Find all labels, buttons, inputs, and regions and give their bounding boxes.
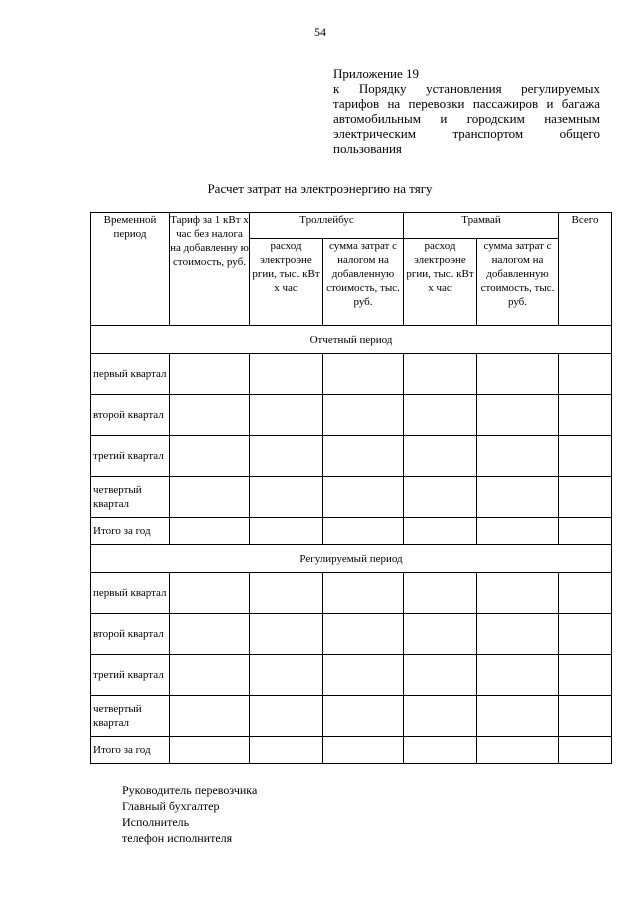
row-label: третий квартал bbox=[91, 436, 170, 477]
table-cell[interactable] bbox=[250, 696, 323, 737]
table-cell[interactable] bbox=[404, 737, 477, 764]
table-cell[interactable] bbox=[559, 354, 612, 395]
table-cell[interactable] bbox=[323, 436, 404, 477]
row-label: первый квартал bbox=[91, 573, 170, 614]
row-label: четвертый квартал bbox=[91, 477, 170, 518]
table-cell[interactable] bbox=[170, 696, 250, 737]
table-row bbox=[91, 436, 612, 477]
table-cell[interactable] bbox=[559, 436, 612, 477]
section-title: Отчетный период bbox=[91, 326, 612, 354]
total-label: Итого за год bbox=[91, 737, 170, 764]
table-body bbox=[91, 326, 612, 764]
table-cell[interactable] bbox=[250, 354, 323, 395]
table-cell[interactable] bbox=[559, 477, 612, 518]
table-cell[interactable] bbox=[477, 696, 559, 737]
row-label: первый квартал bbox=[91, 354, 170, 395]
table-cell[interactable] bbox=[250, 436, 323, 477]
table-cell[interactable] bbox=[170, 614, 250, 655]
table-cell[interactable] bbox=[404, 573, 477, 614]
section-row bbox=[91, 326, 612, 354]
table-cell[interactable] bbox=[559, 696, 612, 737]
table-cell[interactable] bbox=[477, 395, 559, 436]
table-cell[interactable] bbox=[404, 477, 477, 518]
header-tram-consumption: расход электроэне ргии, тыс. кВт х час bbox=[404, 239, 477, 326]
table-cell[interactable] bbox=[323, 518, 404, 545]
table-row bbox=[91, 655, 612, 696]
table-cell[interactable] bbox=[404, 518, 477, 545]
table-cell[interactable] bbox=[323, 737, 404, 764]
table-cell[interactable] bbox=[250, 518, 323, 545]
table-cell[interactable] bbox=[559, 518, 612, 545]
appendix-text: к Порядку установления регулируемых тарифов на перевозки пассажиров и багажа автомобильным и городским наземным электрическим транспортом общего пользования bbox=[333, 81, 600, 156]
table-cell[interactable] bbox=[170, 518, 250, 545]
table-cell[interactable] bbox=[323, 573, 404, 614]
table-cell[interactable] bbox=[404, 395, 477, 436]
signoff-phone: телефон исполнителя bbox=[122, 831, 233, 845]
table-cell[interactable] bbox=[323, 696, 404, 737]
table-cell[interactable] bbox=[404, 655, 477, 696]
table-cell[interactable] bbox=[170, 477, 250, 518]
table-cell[interactable] bbox=[170, 655, 250, 696]
row-label: четвертый квартал bbox=[91, 696, 170, 737]
signoff-accountant: Главный бухгалтер bbox=[122, 799, 220, 813]
table-row bbox=[91, 696, 612, 737]
table-cell[interactable] bbox=[323, 614, 404, 655]
table-cell[interactable] bbox=[559, 614, 612, 655]
table-row bbox=[91, 614, 612, 655]
table-cell[interactable] bbox=[323, 354, 404, 395]
table-cell[interactable] bbox=[250, 395, 323, 436]
table-cell[interactable] bbox=[250, 737, 323, 764]
table-cell[interactable] bbox=[477, 477, 559, 518]
total-row bbox=[91, 737, 612, 764]
table-cell[interactable] bbox=[477, 614, 559, 655]
table-cell[interactable] bbox=[170, 395, 250, 436]
signoff-head: Руководитель перевозчика bbox=[122, 783, 258, 797]
table-row bbox=[91, 354, 612, 395]
page-number: 54 bbox=[314, 25, 326, 39]
header-trolleybus-consumption: расход электроэне ргии, тыс. кВт х час bbox=[250, 239, 323, 326]
table-cell[interactable] bbox=[250, 655, 323, 696]
table-cell[interactable] bbox=[559, 737, 612, 764]
table-cell[interactable] bbox=[477, 436, 559, 477]
table-cell[interactable] bbox=[477, 518, 559, 545]
row-label: второй квартал bbox=[91, 614, 170, 655]
header-period: Временной период bbox=[91, 213, 170, 326]
table-row bbox=[91, 477, 612, 518]
table-cell[interactable] bbox=[559, 573, 612, 614]
table-cell[interactable] bbox=[477, 573, 559, 614]
header-trolleybus-cost: сумма затрат с налогом на добавленную стоимость, тыс. руб. bbox=[323, 239, 404, 326]
appendix-title: Приложение 19 bbox=[333, 66, 420, 81]
header-total: Всего bbox=[559, 213, 612, 326]
energy-cost-table bbox=[90, 212, 612, 764]
signoff-executor: Исполнитель bbox=[122, 815, 190, 829]
table-cell[interactable] bbox=[170, 737, 250, 764]
section-row bbox=[91, 545, 612, 573]
table-cell[interactable] bbox=[170, 436, 250, 477]
table-title: Расчет затрат на электроэнергию на тягу bbox=[207, 181, 433, 196]
table-cell[interactable] bbox=[323, 395, 404, 436]
table-cell[interactable] bbox=[323, 477, 404, 518]
table-cell[interactable] bbox=[170, 573, 250, 614]
row-label: второй квартал bbox=[91, 395, 170, 436]
header-tram-cost: сумма затрат с налогом на добавленную стоимость, тыс. руб. bbox=[477, 239, 559, 326]
signoff-block bbox=[122, 782, 257, 846]
table-cell[interactable] bbox=[404, 696, 477, 737]
table-cell[interactable] bbox=[477, 737, 559, 764]
table-cell[interactable] bbox=[477, 655, 559, 696]
table-row bbox=[91, 395, 612, 436]
table-cell[interactable] bbox=[323, 655, 404, 696]
appendix-block bbox=[333, 66, 600, 156]
table-cell[interactable] bbox=[250, 573, 323, 614]
table-cell[interactable] bbox=[404, 614, 477, 655]
table-cell[interactable] bbox=[559, 655, 612, 696]
table-row bbox=[91, 573, 612, 614]
table-cell[interactable] bbox=[477, 354, 559, 395]
header-tram: Трамвай bbox=[404, 213, 559, 239]
header-tariff: Тариф за 1 кВт х час без налога на добавленну ю стоимость, руб. bbox=[170, 213, 250, 326]
section-title: Регулируемый период bbox=[91, 545, 612, 573]
header-trolleybus: Троллейбус bbox=[250, 213, 404, 239]
table-cell[interactable] bbox=[404, 354, 477, 395]
table-cell[interactable] bbox=[170, 354, 250, 395]
total-row bbox=[91, 518, 612, 545]
table-cell[interactable] bbox=[404, 436, 477, 477]
table-cell[interactable] bbox=[250, 477, 323, 518]
total-label: Итого за год bbox=[91, 518, 170, 545]
table-cell[interactable] bbox=[559, 395, 612, 436]
table-cell[interactable] bbox=[250, 614, 323, 655]
row-label: третий квартал bbox=[91, 655, 170, 696]
